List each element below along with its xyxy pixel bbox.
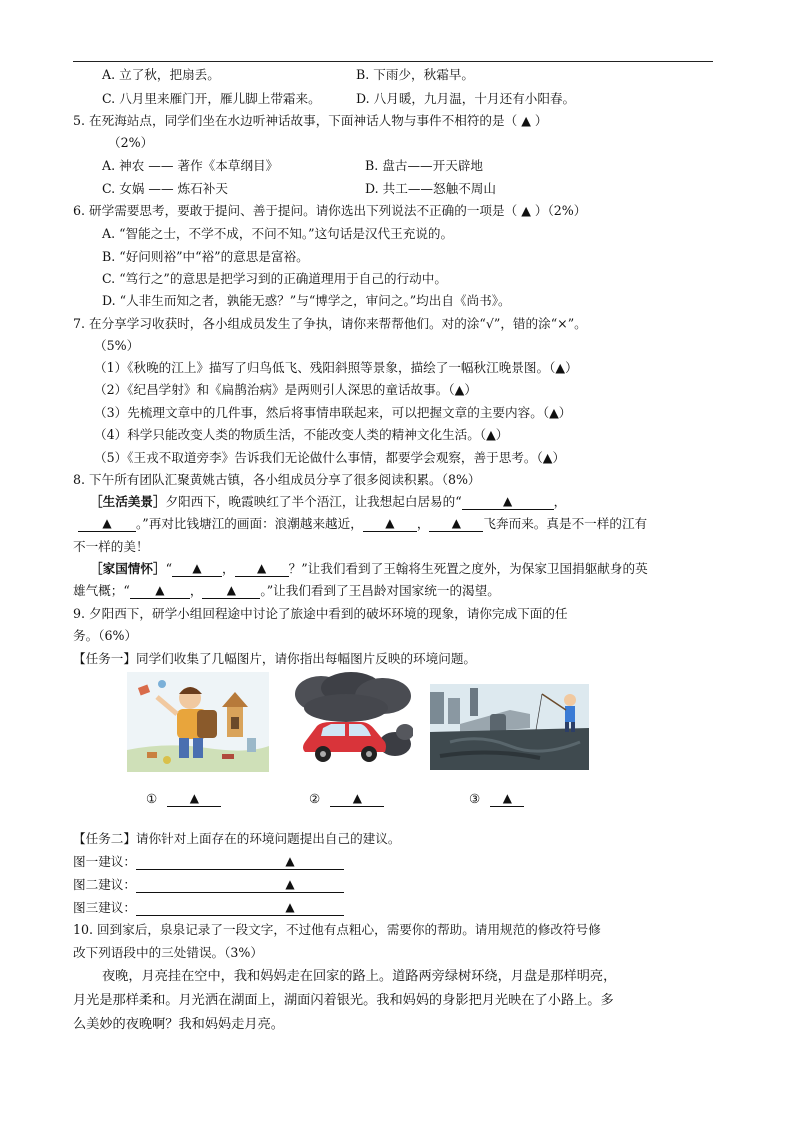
figure-label-1: ① ▲ (146, 791, 221, 807)
answer-blank[interactable] (330, 791, 384, 807)
q7-item: （4）科学只能改变人类的物质生活，不能改变人类的精神文化生活。（▲） (94, 427, 509, 442)
q5-option-b: B. 盘古——开天辟地 (365, 158, 484, 173)
advice-input[interactable] (136, 900, 344, 916)
car-exhaust-illustration (291, 672, 413, 772)
q4-option-d: D. 八月暖，九月温，十月还有小阳春。 (356, 91, 576, 106)
q10-paragraph-line3: 么美妙的夜晚啊？我和妈妈走月亮。 (73, 1017, 284, 1032)
advice-row-3: 图三建议： ▲ (73, 899, 344, 917)
answer-blank[interactable] (490, 791, 524, 807)
triangle-marker: ▲ (385, 516, 395, 530)
q10-paragraph-line2: 月光是那样柔和。月光洒在湖面上，湖面闪着银光。我和妈妈的身影把月光映在了小路上。多 (73, 993, 614, 1008)
q8-patriotism-line1: ［家国情怀］“ ▲ ， ▲ ？”让我们看到了王翰将生死置之度外，为保家卫国捐躯献身的英 (90, 561, 648, 576)
triangle-marker: ▲ (285, 877, 295, 891)
q9-task2: 【任务二】请你针对上面存在的环境问题提出自己的建议。 (73, 831, 401, 846)
q6-option-d: D. “人非生而知之者，孰能无惑？”与“博学之，审问之。”均出自《尚书》。 (102, 293, 511, 308)
figure-label-3: ③ ▲ (469, 791, 524, 807)
answer-blank[interactable] (130, 583, 190, 599)
triangle-marker: ▲ (285, 900, 295, 914)
q5-stem: 5. 在死海站点，同学们坐在水边听神话故事，下面神话人物与事件不相符的是（ ▲ ） (73, 113, 548, 128)
q5-score: （2%） (108, 135, 154, 150)
q8-patriotism-line2: 雄气概；“ ▲ ， ▲ 。”让我们看到了王昌龄对国家统一的渴望。 (73, 583, 500, 598)
q8-stem: 8. 下午所有团队汇聚黄姚古镇，各小组成员分享了很多阅读积累。（8%） (73, 472, 481, 487)
triangle-marker: ▲ (192, 561, 202, 575)
answer-blank[interactable] (462, 494, 554, 510)
q7-item: （5）《王戎不取道旁李》告诉我们无论做什么事情，都要学会观察，善于思考。（▲） (94, 450, 566, 465)
answer-blank[interactable] (78, 516, 136, 532)
answer-blank[interactable] (363, 516, 417, 532)
triangle-marker: ▲ (451, 516, 462, 530)
triangle-marker: ▲ (155, 583, 165, 597)
q6-option-c: C. “笃行之”的意思是把学习到的正确道理用于自己的行动中。 (102, 271, 447, 286)
water-pollution-illustration (430, 684, 589, 770)
q9-stem-line1: 9. 夕阳西下，研学小组回程途中讨论了旅途中看到的破坏环境的现象，请你完成下面的任 (73, 606, 568, 621)
q4-option-b: B. 下雨少，秋霜早。 (356, 67, 475, 82)
triangle-marker: ▲ (226, 583, 237, 597)
section-label-scenery: ［生活美景］ (90, 494, 166, 509)
litter-illustration (127, 672, 269, 772)
q8-scenery-line3: 不一样的美！ (73, 539, 149, 554)
triangle-marker: ▲ (189, 791, 199, 805)
q6-option-b: B. “好问则裕”中“裕”的意思是富裕。 (102, 249, 309, 264)
q7-score: （5%） (94, 338, 140, 353)
q6-option-a: A. “智能之士，不学不成，不问不知。”这句话是汉代王充说的。 (102, 226, 454, 241)
q5-option-d: D. 共工——怒触不周山 (365, 181, 496, 196)
answer-blank[interactable] (172, 561, 222, 577)
answer-blank[interactable] (167, 791, 221, 807)
q10-stem-line1: 10. 回到家后，泉泉记录了一段文字，不过他有点粗心，需要你的帮助。请用规范的修改符号修 (73, 922, 601, 937)
q4-option-a: A. 立了秋，把扇丢。 (102, 67, 220, 82)
q5-option-a: A. 神农 —— 著作《本草纲目》 (102, 158, 279, 173)
advice-row-1: 图一建议： ▲ (73, 853, 344, 871)
q8-scenery-line1: ［生活美景］夕阳西下，晚霞映红了半个浯江，让我想起白居易的“ ▲ ， (90, 494, 567, 509)
q7-item: （3）先梳理文章中的几件事，然后将事情串联起来，可以把握文章的主要内容。（▲） (94, 405, 572, 420)
answer-blank[interactable] (429, 516, 483, 532)
q10-paragraph-line1: 夜晚，月亮挂在空中，我和妈妈走在回家的路上。道路两旁绿树环绕，月盘是那样明亮， (102, 969, 617, 984)
triangle-marker: ▲ (502, 791, 512, 805)
q9-stem-line2: 务。（6%） (73, 628, 138, 643)
advice-input[interactable] (136, 854, 344, 870)
q7-item: （1）《秋晚的江上》描写了归鸟低飞、残阳斜照等景象，描绘了一幅秋江晚景图。（▲） (94, 360, 578, 375)
advice-input[interactable] (136, 877, 344, 893)
q7-stem: 7. 在分享学习收获时，各小组成员发生了争执，请你来帮帮他们。对的涂“√”，错的涂“×”。 (73, 316, 587, 331)
q4-option-c: C. 八月里来雁门开，雁儿脚上带霜来。 (102, 91, 321, 106)
triangle-marker: ▲ (102, 516, 112, 530)
triangle-marker: ▲ (503, 494, 513, 508)
answer-blank[interactable] (202, 583, 260, 599)
section-label-patriotism: ［家国情怀］ (90, 561, 166, 576)
q10-stem-line2: 改下列语段中的三处错误。（3%） (73, 945, 263, 960)
q9-task1: 【任务一】同学们收集了几幅图片，请你指出每幅图片反映的环境问题。 (73, 651, 476, 666)
answer-blank[interactable] (235, 561, 289, 577)
figure-label-2: ② ▲ (309, 791, 384, 807)
advice-row-2: 图二建议： ▲ (73, 876, 344, 894)
triangle-marker: ▲ (352, 791, 362, 805)
q5-option-c: C. 女娲 —— 炼石补天 (102, 181, 228, 196)
q7-item: （2）《纪昌学射》和《扁鹊治病》是两则引人深思的童话故事。（▲） (94, 382, 477, 397)
header-rule (73, 61, 713, 62)
triangle-marker: ▲ (256, 561, 267, 575)
q8-scenery-line2: ▲ 。”再对比钱塘江的画面：浪潮越来越近， ▲ ， ▲ 飞奔而来。真是不一样的江有 (78, 515, 647, 533)
q6-stem: 6. 研学需要思考，要敢于提问、善于提问。请你选出下列说法不正确的一项是（ ▲ ）（2%） (73, 203, 587, 218)
triangle-marker: ▲ (285, 854, 295, 868)
